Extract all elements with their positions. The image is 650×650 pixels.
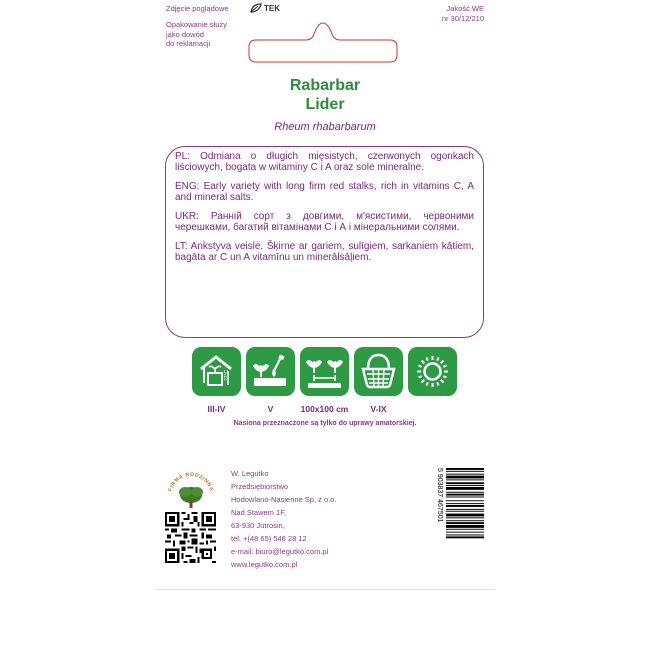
family-company-tree-logo (163, 470, 219, 510)
quality-line: Jakość WE (446, 4, 484, 13)
planting-period-label: V (267, 404, 274, 414)
amateur-use-note: Nasiona przeznaczone są tylko do uprawy amatorskiej. (233, 420, 417, 427)
preview-label: Zdjęcie poglądowe (166, 4, 229, 13)
disclaimer-line: do reklamacji (166, 39, 211, 48)
company-phone: tel. +(48 65) 548 28 12 (231, 534, 307, 543)
company-address (231, 467, 336, 571)
company-email: e-mail: biuro@legutko.com.pl (231, 547, 329, 556)
bottom-divider (155, 589, 495, 590)
product-name (0, 76, 650, 114)
qr-code (165, 512, 216, 563)
company-website: www.legutko.com.pl (231, 560, 298, 569)
tek-label: TEK (264, 3, 280, 13)
sun-icon (408, 347, 457, 396)
sowing-period-label: III-IV (207, 404, 226, 414)
product-name-line1: Rabarbar (289, 77, 361, 94)
product-name-line2: Lider (305, 96, 345, 113)
svg-text:FIRMA RODZINNA: FIRMA RODZINNA (167, 471, 215, 493)
company-city: 63-930 Jutrosin, (231, 521, 285, 530)
disclaimer-line: jako dowód (166, 29, 204, 39)
company-name: W. Legutko (231, 469, 269, 478)
description-eng: ENG: Early variety with long firm red stalks, rich in vitamins C, A and mineral salts. (175, 181, 474, 203)
spacing-label: 100x100 cm (300, 404, 349, 414)
description-box (165, 146, 484, 338)
company-legal-name: Hodowlano-Nasienne Sp. z o.o. (231, 495, 337, 504)
disclaimer-line: Opakowanie służy (166, 20, 227, 29)
description-lt: LT: Ankstyva veislė. Šķirne ar gariem, sulīgiem, sarkaniem kātiem, bagāta ar C un A vitamīnu un minerālsāļiem. (175, 241, 474, 263)
quality-info (442, 4, 484, 23)
harvest-basket-icon (354, 347, 403, 396)
complaint-disclaimer (166, 20, 256, 49)
spacing-icon (300, 347, 349, 396)
harvest-period-label: V-IX (370, 404, 387, 414)
company-type: Przedsiębiorstwo (231, 482, 289, 491)
barcode-digits: 5 903837 467501 (436, 468, 443, 523)
latin-name: Rheum rhabarbarum (274, 121, 376, 133)
description-pl: PL: Odmiana o długich mięsistych, czerwonych ogonkach liściowych, bogata w witaminy C i A oraz sole mineralne. (175, 151, 474, 173)
svg-text:22°C: 22°C (224, 369, 230, 381)
sowing-indoors-icon (192, 347, 241, 396)
hang-tab-outline (248, 22, 398, 64)
ean-barcode (436, 466, 485, 564)
leaf-icon (250, 3, 262, 13)
company-street: Nad Stawem 1F, (231, 508, 287, 517)
quality-line: nr 30/12/210 (441, 13, 484, 23)
planting-icon (246, 347, 295, 396)
description-ukr: UKR: Ранній сорт з довгими, м'ясистими, червоними черешками, багатий вітамінами С і А і мінеральними солями. (175, 211, 474, 233)
tek-logo (250, 3, 280, 13)
